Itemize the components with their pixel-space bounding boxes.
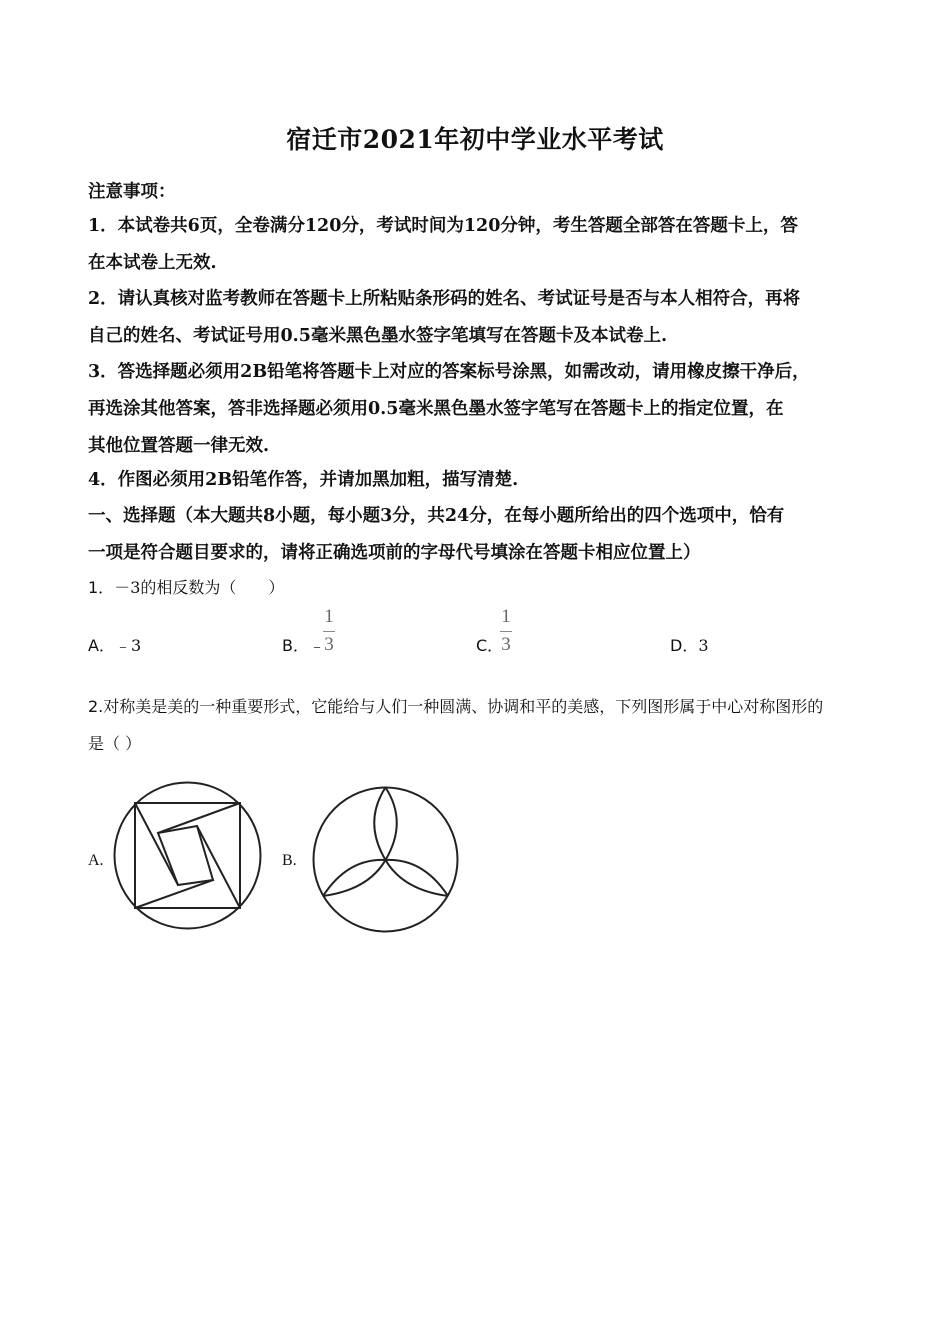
figure-a-inner-square [158,826,213,885]
q1-option-a [88,633,141,656]
q1-option-b-numerator: 1 [324,606,334,627]
notice-line-4: 自己的姓名、考试证号用0.5毫米黑色墨水签字笔填写在答题卡及本试卷上. [88,326,668,346]
q2-figure-a [110,778,265,933]
q1-option-c-denominator: 3 [501,634,511,655]
q1-option-a-label: A． [88,636,115,655]
question-2-line-1 [88,694,823,717]
figure-b-right-arc-upper [386,860,449,896]
section-heading-line-2: 一项是符合题目要求的，请将正确选项前的字母代号填涂在答题卡相应位置上） [88,543,701,563]
q1-option-c-numerator: 1 [501,606,511,627]
figure-a-line-3 [197,826,240,908]
question-2-number: 2. [88,697,104,716]
notice-line-1: 1．本试卷共6页，全卷满分120分，考试时间为120分钟，考生答题全部答在答题卡上，答 [88,216,798,236]
q1-option-b [282,633,325,656]
q1-option-c-fraction-bar [500,631,512,632]
q2-figure-a-label: A. [88,852,104,869]
figure-a-outer-square [135,803,240,908]
notice-heading: 注意事项： [88,182,176,202]
q1-option-d [670,633,709,656]
notice-line-2: 在本试卷上无效. [88,253,217,273]
q1-option-b-label: B． [282,636,309,655]
figure-b-left-arc-upper [323,860,386,896]
q1-option-b-fraction-bar [323,631,335,632]
notice-line-5: 3．答选择题必须用2B铅笔将答题卡上对应的答案标号涂黑，如需改动，请用橡皮擦干净后， [88,362,810,382]
question-1-text: －3的相反数为（ ） [114,578,285,597]
exam-title: 宿迁市2021年初中学业水平考试 [286,125,664,154]
q1-option-a-text: ﹣3 [114,636,142,655]
q1-option-b-text: ﹣ [308,636,325,655]
notice-line-8: 4．作图必须用2B铅笔作答，并请加黑加粗，描写清楚. [88,470,519,490]
question-2-text-1: 对称美是美的一种重要形式，它能给与人们一种圆满、协调和平的美感，下列图形属于中心对称图形的 [103,697,824,716]
question-1 [88,575,284,598]
question-2-line-2: 是（ ） [88,734,142,753]
question-1-number: 1． [88,578,115,597]
figure-a-line-1 [135,803,178,885]
q1-option-c-label: C． [476,636,504,655]
q2-figure-b [308,782,463,937]
notice-line-6: 再选涂其他答案，答非选择题必须用0.5毫米黑色墨水签字笔写在答题卡上的指定位置，在 [88,399,784,419]
notice-line-7: 其他位置答题一律无效. [88,436,270,456]
notice-line-3: 2．请认真核对监考教师在答题卡上所粘贴条形码的姓名、考试证号是否与本人相符合，再将 [88,289,801,309]
section-heading-line-1: 一、选择题（本大题共8小题，每小题3分，共24分，在每小题所给出的四个选项中，恰有 [88,506,785,526]
q2-figure-b-label: B. [282,852,297,869]
figure-b-top-petal [374,788,397,861]
q1-option-d-label: D． [670,636,699,655]
q1-option-b-denominator: 3 [324,634,334,655]
q1-option-d-text: 3 [698,636,709,655]
figure-a-line-4 [135,880,213,908]
